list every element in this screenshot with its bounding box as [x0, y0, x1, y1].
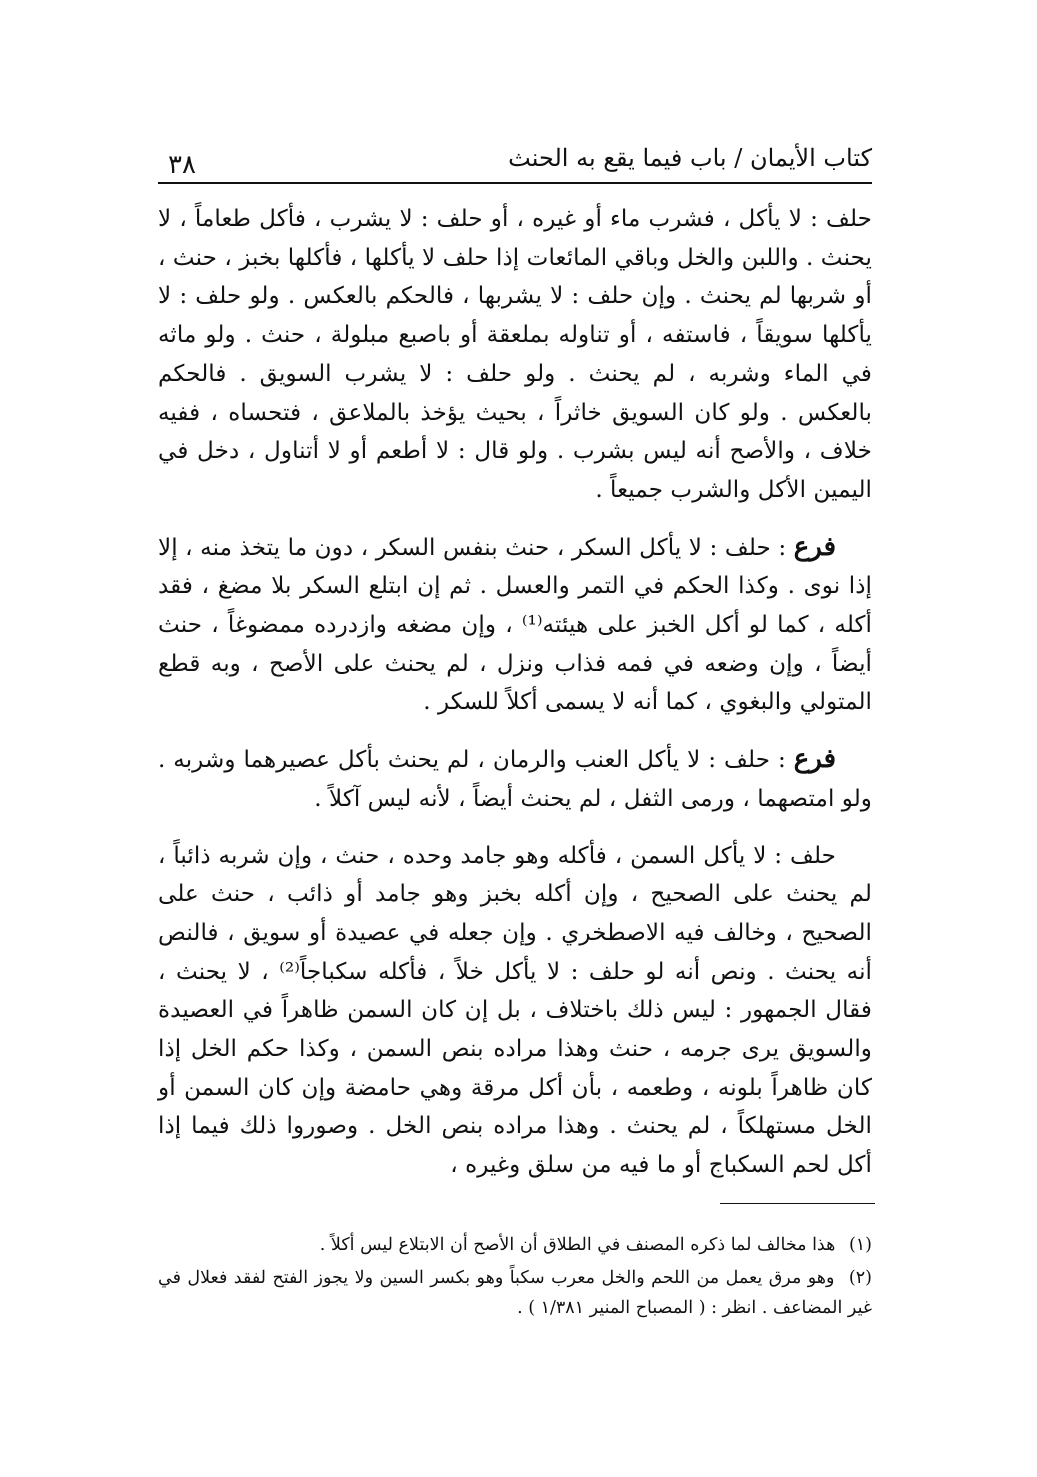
footnote-1 [158, 1230, 872, 1260]
paragraph-3 [158, 740, 872, 818]
footnote-text: هذا مخالف لما ذكره المصنف في الطلاق أن الأصح أن الابتلاع ليس أكلاً . [319, 1235, 836, 1255]
running-header [158, 138, 872, 182]
paragraph-4 [158, 837, 872, 1185]
paragraph-1 [158, 200, 872, 510]
page-number: ٣٨ [168, 150, 196, 180]
main-text [158, 200, 872, 1185]
paragraph-text: حلف : لا يأكل ، فشرب ماء أو غيره ، أو حلف : لا يشرب ، فأكل طعاماً ، لا يحنث . واللبن والخل وباقي المائعات إذا حلف لا يأكلها ، فأكلها بخبز ، حنث ، أو شربها لم يحنث . وإن حلف : لا يشربها ، فالحكم بالعكس . ولو حلف : لا يأكلها سويقاً ، فاستفه ، أو تناوله بملعقة أو باصبع مبلولة ، حنث . ولو ماثه في الماء وشربه ، لم يحنث . ولو حلف : لا يشرب السويق . فالحكم بالعكس . ولو كان السويق خاثراً ، بحيث يؤخذ بالملاعق ، فتحساه ، ففيه خلاف ، والأصح أنه ليس بشرب . ولو قال : لا أطعم أو لا أتناول ، دخل في اليمين الأكل والشرب جميعاً . [158, 205, 872, 503]
footnote-number: (١) [848, 1235, 872, 1255]
paragraph-text: حلف : لا يأكل السمن ، فأكله وهو جامد وحده ، حنث ، وإن شربه ذائباً ، لم يحنث على الصحيح ، وإن أكله بخبز وهو جامد أو ذائب ، حنث على الصحيح ، وخالف فيه الاصطخري . وإن جعله في عصيدة أو سويق ، فالنص أنه يحنث . ونص أنه لو حلف : لا يأكل خلاً ، فأكله سكباجاً⁽²⁾ ، لا يحنث ، فقال الجمهور : ليس ذلك باختلاف ، بل إن كان السمن ظاهراً في العصيدة والسويق يرى جرمه ، حنث وهذا مراده بنص السمن ، وكذا حكم الخل إذا كان ظاهراً بلونه ، وطعمه ، بأن أكل مرقة وهي حامضة وإن كان السمن أو الخل مستهلكاً ، لم يحنث . وهذا مراده بنص الخل . وصوروا ذلك فيما إذا أكل لحم السكباج أو ما فيه من سلق وغيره ، [158, 841, 873, 1179]
footnote-separator [720, 1203, 875, 1204]
footnote-text: وهو مرق يعمل من اللحم والخل معرب سكباً وهو بكسر السين ولا يجوز الفتح لفقد فعلال في غير المضاعف . انظر : ( المصباح المنير ١/٣٨١ ) . [158, 1268, 872, 1318]
paragraph-text: : حلف : لا يأكل العنب والرمان ، لم يحنث بأكل عصيرهما وشربه . ولو امتصهما ، ورمى الثفل ، لم يحنث أيضاً ، لأنه ليس آكلاً . [158, 746, 872, 812]
header-rule [158, 182, 872, 184]
section-lead: فرع [793, 744, 836, 775]
footnote-2 [158, 1263, 872, 1323]
footnote-number: (٢) [848, 1268, 872, 1288]
section-lead: فرع [793, 531, 836, 562]
header-title: كتاب الأيمان / باب فيما يقع به الحنث [508, 144, 872, 172]
paragraph-2 [158, 528, 872, 723]
paragraph-text: : حلف : لا يأكل السكر ، حنث بنفس السكر ، دون ما يتخذ منه ، إلا إذا نوى . وكذا الحكم في التمر والعسل . ثم إن ابتلع السكر بلا مضغ ، فقد أكله ، كما لو أكل الخبز على هيئته⁽¹⁾ ، وإن مضغه وازدرده ممضوغاً ، حنث أيضاً ، وإن وضعه في فمه فذاب ونزل ، لم يحنث على الأصح ، وبه قطع المتولي والبغوي ، كما أنه لا يسمى أكلاً للسكر . [158, 533, 872, 716]
footnotes [158, 1230, 872, 1326]
